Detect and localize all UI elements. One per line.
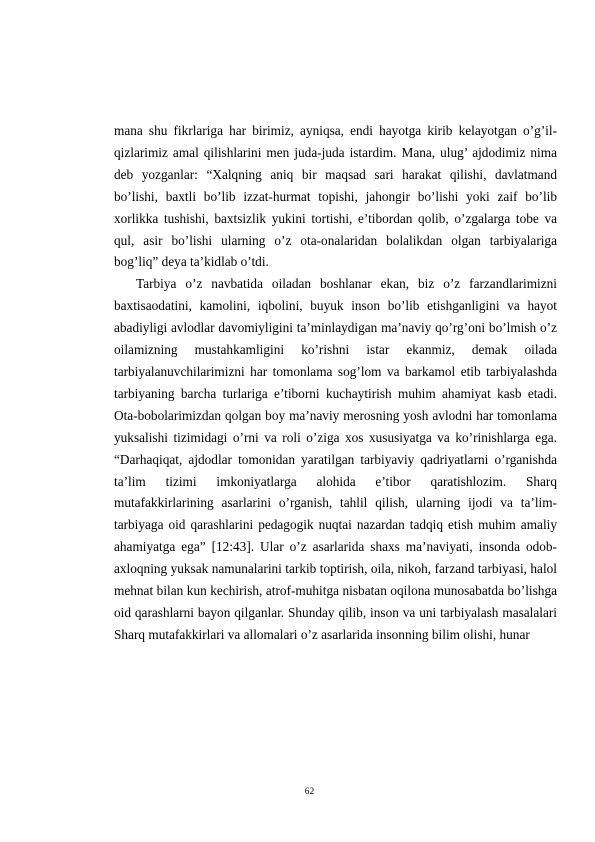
body-text xyxy=(114,120,557,646)
paragraph: Tarbiya o’z navbatida oiladan boshlanar ekan, biz o’z farzandlarimizni baxtisaodatini, kamolini, iqbolini, buyuk inson bo’lib etishganligini va hayot abadiyligi avlodlar davomiyligini ta’minlaydigan ma’naviy qo’rg’oni bo’lmish o’z oilamizning mustahkamligini ko’rishni istar ekanmiz, demak oilada tarbiyalanuvchilarimizni har tomonlama sog’lom va barkamol etib tarbiyalashda tarbiyaning barcha turlariga e’tiborni kuchaytirish muhim ahamiyat kasb etadi. Ota-bobolarimizdan qolgan boy ma’naviy merosning yosh avlodni har tomonlama yuksalishi tizimidagi o’rni va roli o’ziga xos xususiyatga va ko’rinishlarga ega. “Darhaqiqat, ajdodlar tomonidan yaratilgan tarbiyaviy qadriyatlarni o’rganishda ta’lim tizimi imkoniyatlarga alohida e’tibor qaratishlozim. Sharq mutafakkirlarining asarlarini o’rganish, tahlil qilish, ularning ijodi va ta’lim-tarbiyaga oid qarashlarini pedagogik nuqtai nazardan tadqiq etish muhim amaliy ahamiyatga ega” [12:43]. Ular o’z asarlarida shaxs ma’naviyati, insonda odob-axloqning yuksak namunalarini tarkib toptirish, oila, nikoh, farzand tarbiyasi, halol mehnat bilan kun kechirish, atrof-muhitga nisbatan oqilona munosabatda bo’lishga oid qarashlarni bayon qilganlar. Shunday qilib, inson va uni tarbiyalash masalalari Sharq mutafakkirlari va allomalari o’z asarlarida insonning bilim olishi, hunar xyxy=(114,276,557,642)
paragraph-continuation: mana shu fikrlariga har birimiz, ayniqsa, endi hayotga kirib kelayotgan o’g’il-qizlarimiz amal qilishlarini men juda-juda istardim. Mana, ulug’ ajdodimiz nima deb yozganlar: “Xalqning aniq bir maqsad sari harakat qilishi, davlatmand bo’lishi, baxtli bo’lib izzat-hurmat topishi, jahongir bo’lishi yoki zaif bo’lib xorlikka tushishi, baxtsizlik yukini tortishi, e’tibordan qolib, o’zgalarga tobe va qul, asir bo’lishi ularning o’z ota-onalaridan bolalikdan olgan tarbiyalariga bog’liq” deya ta’kidlab o’tdi. xyxy=(114,123,557,270)
page-number: 62 xyxy=(304,787,315,797)
